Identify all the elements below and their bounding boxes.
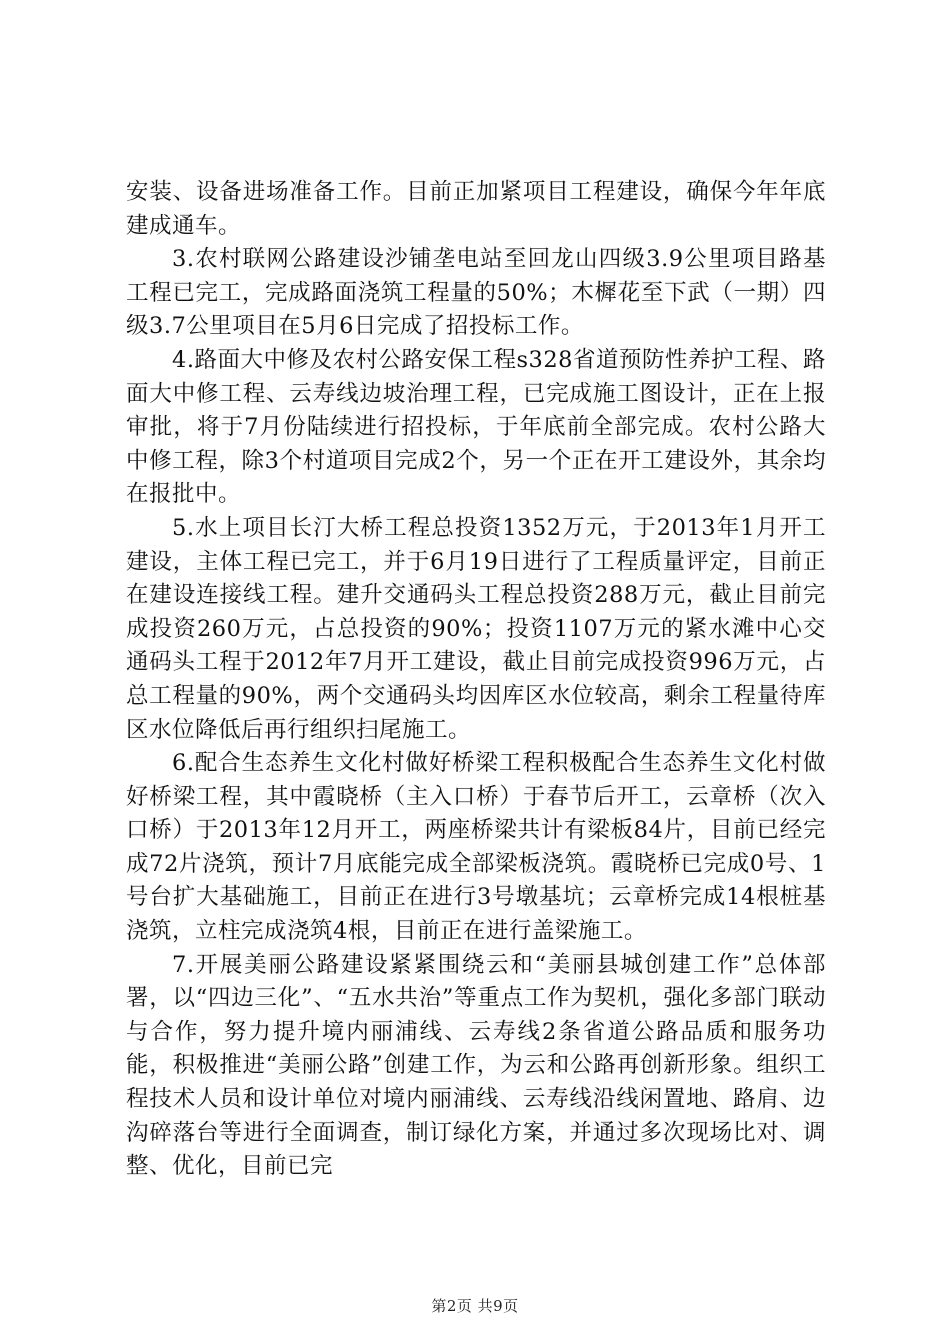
paragraph-item-5: 5.水上项目长汀大桥工程总投资1352万元，于2013年1月开工建设，主体工程已完工，并于6月19日进行了工程质量评定，目前正在建设连接线工程。建升交通码头工程总投资288万元，截止目前完成投资260万元，占总投资的90%；投资1107万元的紧水滩中心交通码头工程于2012年7月开工建设，截止目前完成投资996万元，占总工程量的90%，两个交通码头均因库区水位较高，剩余工程量待库区水位降低后再行组织扫尾施工。 (126, 514, 826, 743)
page-number-footer: 第2页 共9页 (431, 1297, 519, 1315)
paragraph-item-3: 3.农村联网公路建设沙铺垄电站至回龙山四级3.9公里项目路基工程已完工，完成路面浇筑工程量的50%；木樨花至下武（一期）四级3.7公里项目在5月6日完成了招投标工作。 (126, 246, 826, 340)
paragraph-continuation: 安装、设备进场准备工作。目前正加紧项目工程建设，确保今年年底建成通车。 (126, 179, 826, 239)
paragraph-item-7: 7.开展美丽公路建设紧紧围绕云和“美丽县城创建工作”总体部署，以“四边三化”、“五水共治”等重点工作为契机，强化多部门联动与合作，努力提升境内丽浦线、云寿线2条省道公路品质和服务功能，积极推进“美丽公路”创建工作，为云和公路再创新形象。组织工程技术人员和设计单位对境内丽浦线、云寿线沿线闲置地、路肩、边沟碎落台等进行全面调查，制订绿化方案，并通过多次现场比对、调整、优化，目前已完 (126, 951, 826, 1180)
paragraph-item-6: 6.配合生态养生文化村做好桥梁工程积极配合生态养生文化村做好桥梁工程，其中霞晓桥（主入口桥）于春节后开工，云章桥（次入口桥）于2013年12月开工，两座桥梁共计有梁板84片，目前已经完成72片浇筑，预计7月底能完成全部梁板浇筑。霞晓桥已完成0号、1号台扩大基础施工，目前正在进行3号墩基坑；云章桥完成14根桩基浇筑，立柱完成浇筑4根，目前正在进行盖梁施工。 (126, 750, 826, 945)
document-body (126, 176, 826, 1184)
paragraph-item-4: 4.路面大中修及农村公路安保工程s328省道预防性养护工程、路面大中修工程、云寿线边坡治理工程，已完成施工图设计，正在上报审批，将于7月份陆续进行招投标，于年底前全部完成。农村公路大中修工程，除3个村道项目完成2个，另一个正在开工建设外，其余均在报批中。 (126, 346, 826, 508)
